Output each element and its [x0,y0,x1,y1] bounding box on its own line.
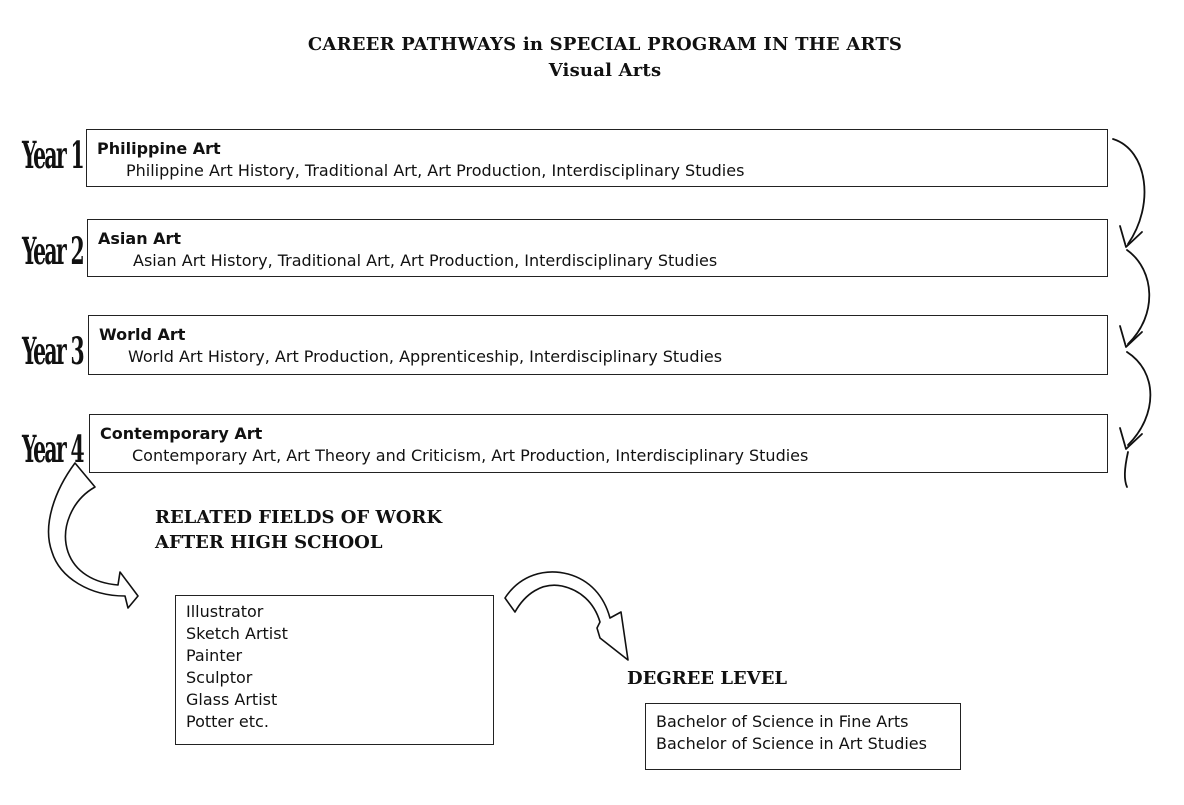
year-2-title: Asian Art [98,229,182,248]
connector-arrow-2-head [1120,326,1142,347]
connector-arrow-2 [1127,250,1149,344]
connector-arrow-1-head [1120,226,1142,247]
related-field-item: Painter [186,646,243,665]
curved-arrow-to-degree [505,572,628,660]
degree-item: Bachelor of Science in Fine Arts [656,712,909,731]
page-title: CAREER PATHWAYS in SPECIAL PROGRAM IN THE ARTS [307,34,903,55]
related-field-item: Sculptor [186,668,253,687]
page-subtitle: Visual Arts [548,60,662,81]
year-1-label: Year 1 [22,133,83,177]
related-fields-heading-line2: AFTER HIGH SCHOOL [155,532,383,553]
degree-level-heading: DEGREE LEVEL [627,668,788,689]
year-4-title: Contemporary Art [100,424,263,443]
year-1-subjects: Philippine Art History, Traditional Art, Art Production, Interdisciplinary Studies [126,161,745,180]
year-4-subjects: Contemporary Art, Art Theory and Criticism, Art Production, Interdisciplinary Studies [132,446,809,465]
connector-arrow-1 [1113,139,1144,244]
year-1-title: Philippine Art [97,139,221,158]
related-fields-heading-line1: RELATED FIELDS OF WORK [155,507,442,528]
related-field-item: Potter etc. [186,712,269,731]
related-field-item: Glass Artist [186,690,278,709]
year-4-label: Year 4 [22,427,83,471]
year-3-subjects: World Art History, Art Production, Apprenticeship, Interdisciplinary Studies [128,347,723,366]
year-2-subjects: Asian Art History, Traditional Art, Art Production, Interdisciplinary Studies [133,251,718,270]
year-2-label: Year 2 [22,229,83,273]
connector-arrow-tail [1125,452,1128,487]
degree-item: Bachelor of Science in Art Studies [656,734,927,753]
year-3-label: Year 3 [22,329,83,373]
curved-arrow-to-fields [49,463,138,608]
year-3-title: World Art [99,325,186,344]
connector-arrow-3 [1127,352,1150,445]
related-field-item: Illustrator [186,602,264,621]
related-field-item: Sketch Artist [186,624,288,643]
